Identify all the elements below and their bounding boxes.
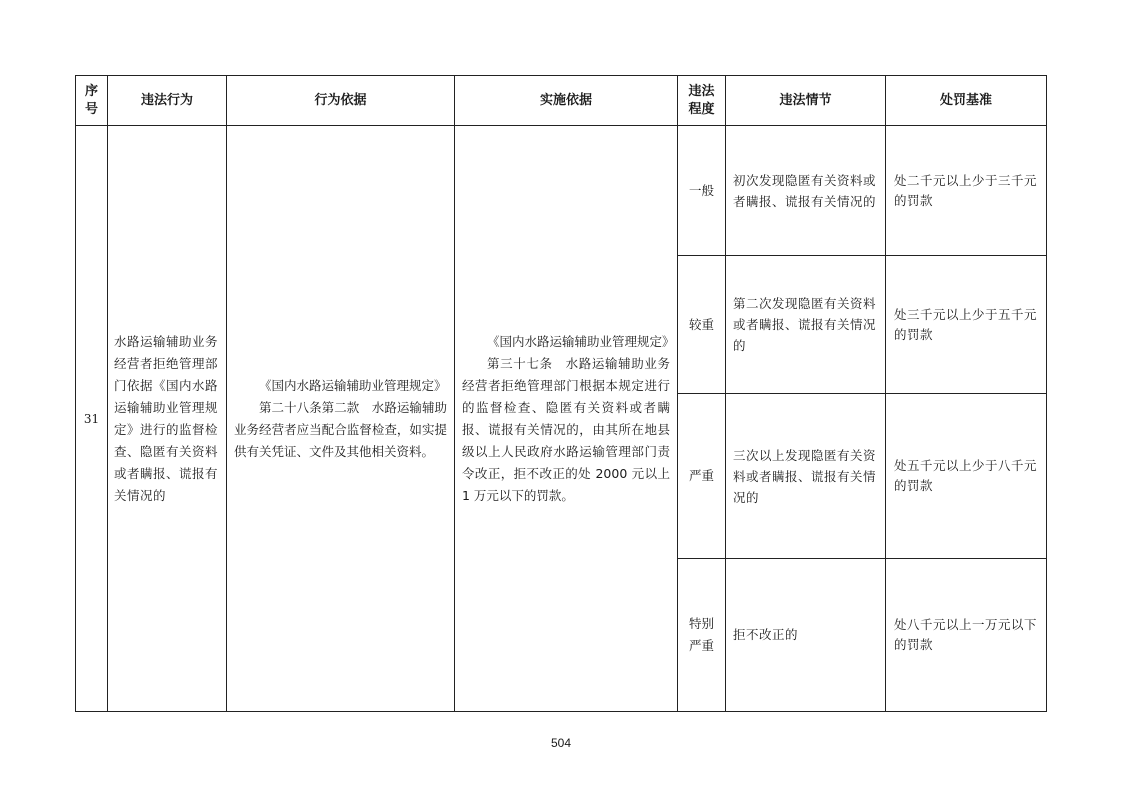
implementation-basis (455, 126, 678, 712)
violation-behavior: 水路运输辅助业务经营者拒绝管理部门依据《国内水路运输辅助业管理规定》进行的监督检查、隐匿有关资料或者瞒报、谎报有关情况的 (108, 126, 227, 712)
circumstance-general: 初次发现隐匿有关资料或者瞒报、谎报有关情况的 (726, 126, 886, 256)
basis-regulation-title: 《国内水路运输辅助业管理规定》 (259, 377, 447, 393)
circumstance-serious: 第二次发现隐匿有关资料或者瞒报、谎报有关情况的 (726, 256, 886, 394)
degree-especially-severe: 特别严重 (678, 559, 726, 712)
degree-serious: 较重 (678, 256, 726, 394)
behavior-basis (227, 126, 455, 712)
degree-severe: 严重 (678, 394, 726, 559)
table-row (76, 126, 1047, 256)
implementation-article-text: 第三十七条 水路运输辅助业务经营者拒绝管理部门根据本规定进行的监督检查、隐匿有关资料或者瞒报、谎报有关情况的，由其所在地县级以上人民政府水路运输管理部门责令改正，拒不改正的处 2000 元以上 1 万元以下的罚款。 (462, 355, 670, 503)
degree-general: 一般 (678, 126, 726, 256)
header-basis: 行为依据 (227, 76, 455, 126)
implementation-regulation-title: 《国内水路运输辅助业管理规定》 (487, 333, 675, 349)
circumstance-severe: 三次以上发现隐匿有关资料或者瞒报、谎报有关情况的 (726, 394, 886, 559)
table-header-row (76, 76, 1047, 126)
header-implementation: 实施依据 (455, 76, 678, 126)
header-degree: 违法程度 (678, 76, 726, 126)
circumstance-especially-severe: 拒不改正的 (726, 559, 886, 712)
penalty-serious: 处三千元以上少于五千元的罚款 (886, 256, 1047, 394)
row-seq: 31 (76, 126, 108, 712)
penalty-standards-table (75, 75, 1047, 712)
header-behavior: 违法行为 (108, 76, 227, 126)
basis-article-text: 第二十八条第二款 水路运输辅助业务经营者应当配合监督检查，如实提供有关凭证、文件及其他相关资料。 (234, 399, 447, 459)
penalty-especially-severe: 处八千元以上一万元以下的罚款 (886, 559, 1047, 712)
page-number: 504 (550, 736, 572, 750)
header-seq: 序号 (76, 76, 108, 126)
penalty-severe: 处五千元以上少于八千元的罚款 (886, 394, 1047, 559)
header-penalty: 处罚基准 (886, 76, 1047, 126)
header-circumstance: 违法情节 (726, 76, 886, 126)
penalty-general: 处二千元以上少于三千元的罚款 (886, 126, 1047, 256)
